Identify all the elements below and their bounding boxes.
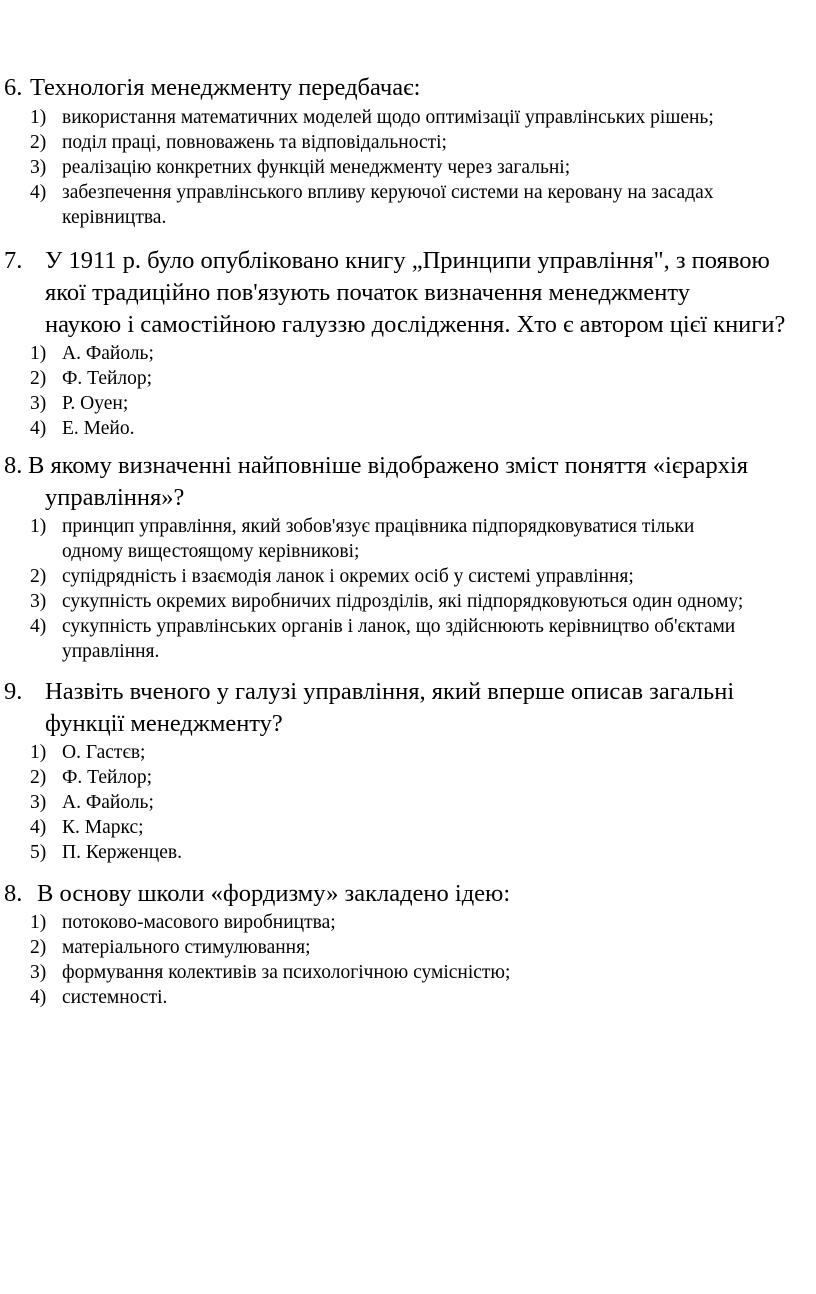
- question-text: У 1911 р. було опубліковано книгу „Принципи управління", з появою: [45, 247, 770, 274]
- option-text: Ф. Тейлор;: [62, 368, 153, 389]
- question-line: [0, 450, 816, 482]
- option-number: 5): [30, 842, 47, 863]
- answer-option: [0, 341, 816, 366]
- question-text: якої традиційно пов'язують початок визначення менеджменту: [45, 279, 691, 306]
- answer-option: [0, 589, 816, 614]
- option-text: П. Керженцев.: [62, 842, 182, 863]
- option-text: О. Гастєв;: [62, 742, 146, 763]
- question-line-continued: [0, 482, 816, 514]
- question-line-continued: [0, 277, 816, 309]
- answer-option: [0, 614, 816, 664]
- answer-option: [0, 765, 816, 790]
- option-text: Ф. Тейлор;: [62, 767, 153, 788]
- question-8-fordism: [0, 878, 816, 1010]
- option-number: 2): [30, 767, 47, 788]
- answer-option: [0, 366, 816, 391]
- option-number: 3): [30, 792, 47, 813]
- question-number: 9.: [4, 678, 23, 705]
- option-number: 1): [30, 516, 47, 537]
- option-number: 1): [30, 742, 47, 763]
- question-7: [0, 245, 816, 441]
- question-text: Технологія менеджменту передбачає:: [30, 74, 421, 101]
- answer-option: [0, 514, 816, 564]
- option-number: 2): [30, 368, 47, 389]
- question-text: функції менеджменту?: [45, 710, 283, 737]
- option-number: 2): [30, 132, 47, 153]
- answer-option: [0, 740, 816, 765]
- answer-option: [0, 105, 816, 130]
- answer-option: [0, 155, 816, 180]
- question-6: [0, 72, 816, 230]
- option-number: 1): [30, 912, 47, 933]
- option-text-continued: одному вищестоящому керівникові;: [62, 541, 360, 562]
- option-text: сукупність окремих виробничих підрозділів, які підпорядковуються один одному;: [62, 591, 744, 612]
- option-number: 1): [30, 107, 47, 128]
- question-line: [0, 72, 816, 104]
- option-number: 4): [30, 817, 47, 838]
- option-text: реалізацію конкретних функцій менеджменту через загальні;: [62, 157, 571, 178]
- question-8-hierarchy: [0, 450, 816, 664]
- option-text: поділ праці, повноважень та відповідальності;: [62, 132, 447, 153]
- option-text: сукупність управлінських органів і ланок, що здійснюють керівництво об'єктами: [62, 616, 736, 637]
- answer-option: [0, 416, 816, 441]
- option-number: 4): [30, 987, 47, 1008]
- answer-option: [0, 180, 816, 230]
- question-9: [0, 676, 816, 865]
- question-line-continued: [0, 708, 816, 740]
- question-line: [0, 676, 816, 708]
- option-text: Р. Оуен;: [62, 393, 129, 414]
- answer-option: [0, 960, 816, 985]
- option-text: А. Файоль;: [62, 792, 154, 813]
- option-text: А. Файоль;: [62, 343, 154, 364]
- question-line-continued: [0, 309, 816, 341]
- answer-option: [0, 815, 816, 840]
- question-number: 8.: [4, 880, 23, 907]
- option-number: 4): [30, 418, 47, 439]
- option-text: забезпечення управлінського впливу керуючої системи на керовану на засадах: [62, 182, 714, 203]
- answer-option: [0, 790, 816, 815]
- question-text: В основу школи «фордизму» закладено ідею:: [37, 880, 511, 907]
- option-text: К. Маркс;: [62, 817, 144, 838]
- question-text: управління»?: [45, 484, 185, 511]
- option-number: 2): [30, 937, 47, 958]
- option-number: 3): [30, 157, 47, 178]
- answer-option: [0, 564, 816, 589]
- answer-option: [0, 935, 816, 960]
- question-text: Назвіть вченого у галузі управління, який вперше описав загальні: [45, 678, 735, 705]
- answer-option: [0, 840, 816, 865]
- option-number: 4): [30, 182, 47, 203]
- answer-option: [0, 985, 816, 1010]
- option-number: 2): [30, 566, 47, 587]
- question-line: [0, 245, 816, 277]
- option-text: потоково-масового виробництва;: [62, 912, 336, 933]
- answer-option: [0, 910, 816, 935]
- option-number: 3): [30, 962, 47, 983]
- option-text: матеріального стимулювання;: [62, 937, 311, 958]
- option-text-continued: керівництва.: [62, 207, 167, 228]
- answer-option: [0, 391, 816, 416]
- question-text: В якому визначенні найповніше відображено зміст поняття «ієрархія: [28, 452, 749, 479]
- option-text: формування колективів за психологічною сумісністю;: [62, 962, 511, 983]
- option-number: 3): [30, 591, 47, 612]
- option-number: 4): [30, 616, 47, 637]
- option-text: використання математичних моделей щодо оптимізації управлінських рішень;: [62, 107, 714, 128]
- question-text: наукою і самостійною галуззю дослідження. Хто є автором цієї книги?: [45, 311, 786, 338]
- option-text: принцип управління, який зобов'язує працівника підпорядковуватися тільки: [62, 516, 695, 537]
- question-line: [0, 878, 816, 910]
- option-text: системності.: [62, 987, 168, 1008]
- option-number: 3): [30, 393, 47, 414]
- answer-option: [0, 130, 816, 155]
- question-number: 8.: [4, 452, 23, 479]
- option-text: Е. Мейо.: [62, 418, 135, 439]
- option-text-continued: управління.: [62, 641, 160, 662]
- question-number: 6.: [4, 74, 23, 101]
- option-number: 1): [30, 343, 47, 364]
- option-text: супідрядність і взаємодія ланок і окремих осіб у системі управління;: [62, 566, 634, 587]
- question-number: 7.: [4, 247, 23, 274]
